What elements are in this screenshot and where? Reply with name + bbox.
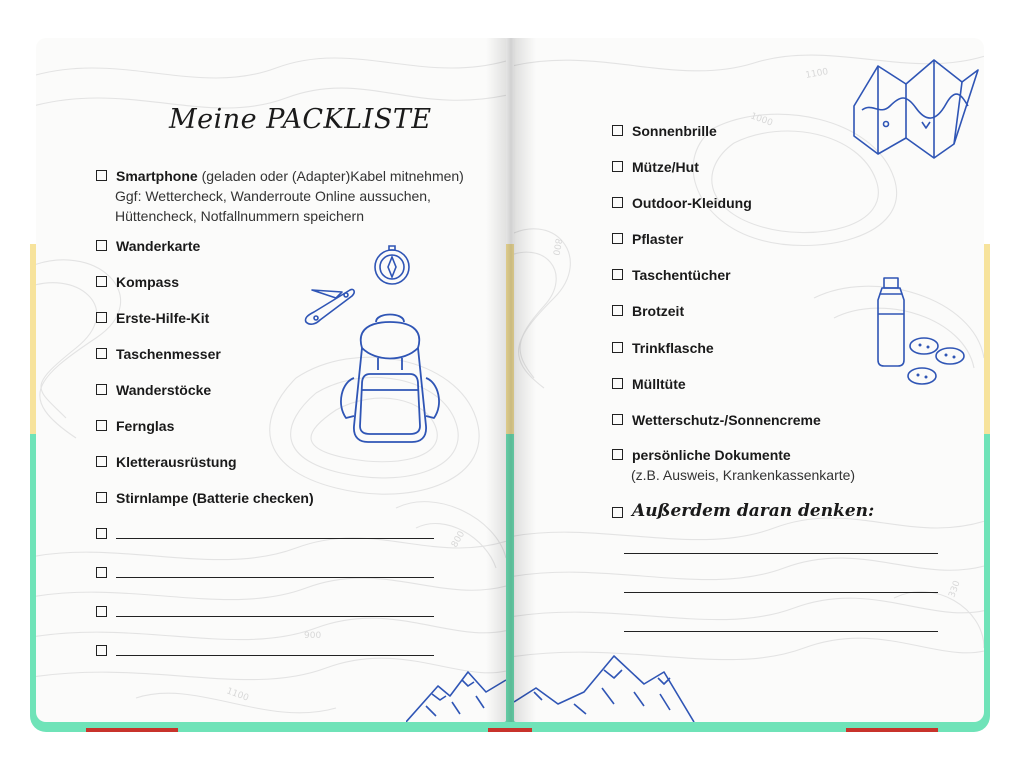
write-line[interactable] [116, 616, 434, 617]
item-label: Taschentücher [632, 267, 731, 283]
checklist-item-pflaster[interactable] [612, 229, 683, 249]
cookies-icon [906, 334, 968, 390]
checkbox[interactable] [96, 384, 107, 395]
item-label: Mütze/Hut [632, 159, 699, 175]
item-label: Smartphone [116, 168, 198, 184]
checklist-item-erste-hilfe-kit[interactable] [96, 308, 209, 328]
contour-label: 1100 [224, 686, 250, 704]
left-page [36, 38, 506, 722]
item-label: Sonnenbrille [632, 123, 717, 139]
checkbox[interactable] [96, 456, 107, 467]
smartphone-note-line-2: Hüttencheck, Notfallnummern speichern [115, 208, 365, 224]
checkbox[interactable] [96, 348, 107, 359]
extra-reminder-item[interactable] [612, 503, 632, 523]
checkbox[interactable] [96, 645, 107, 656]
item-label: Stirnlampe (Batterie checken) [116, 490, 314, 506]
item-label: Trinkflasche [632, 340, 714, 356]
checkbox[interactable] [612, 233, 623, 244]
item-label: Kletterausrüstung [116, 454, 237, 470]
item-label: Fernglas [116, 418, 175, 434]
checkbox[interactable] [96, 567, 107, 578]
checklist-item-wetterschutz[interactable] [612, 410, 821, 430]
write-line[interactable] [624, 553, 938, 554]
smartphone-note-line-1: Ggf: Wettercheck, Wanderroute Online aussuchen, [115, 188, 431, 204]
checklist-item-stirnlampe[interactable] [96, 488, 314, 508]
backpack-icon [332, 308, 448, 448]
documents-note: (z.B. Ausweis, Krankenkassenkarte) [631, 467, 856, 483]
checkbox[interactable] [96, 606, 107, 617]
checklist-item-taschentuecher[interactable] [612, 265, 731, 285]
checkbox[interactable] [96, 420, 107, 431]
item-label: Wetterschutz-/Sonnencreme [632, 412, 821, 428]
write-line[interactable] [116, 655, 434, 656]
water-bottle-icon [872, 274, 910, 368]
checklist-item-kletterausruestung[interactable] [96, 452, 237, 472]
mountains-illustration [406, 666, 506, 722]
extra-reminder-heading: Außerdem daran denken: [632, 501, 875, 521]
blank-checklist-item[interactable] [96, 563, 116, 583]
item-label: Pflaster [632, 231, 684, 247]
checkbox[interactable] [612, 342, 623, 353]
blank-checklist-item[interactable] [96, 641, 116, 661]
write-line[interactable] [624, 592, 938, 593]
item-label: Erste-Hilfe-Kit [116, 310, 210, 326]
item-label: Wanderstöcke [116, 382, 212, 398]
book [30, 34, 990, 732]
checklist-item-outdoor-kleidung[interactable] [612, 193, 752, 213]
folded-map-icon [850, 56, 982, 160]
checklist-item-kompass[interactable] [96, 272, 179, 292]
bookmark-ribbon [488, 728, 532, 732]
right-page [514, 38, 984, 722]
page-title: Meine PACKLISTE [169, 104, 432, 135]
contour-label: 330 [947, 579, 963, 600]
checkbox[interactable] [612, 269, 623, 280]
item-note: (geladen oder (Adapter)Kabel mitnehmen) [197, 168, 464, 184]
mountains-illustration [514, 648, 734, 722]
item-label: Taschenmesser [116, 346, 221, 362]
checkbox[interactable] [96, 170, 107, 181]
checkbox[interactable] [96, 528, 107, 539]
checklist-item-wanderkarte[interactable] [96, 236, 200, 256]
checkbox[interactable] [96, 492, 107, 503]
contour-label: 1000 [748, 111, 774, 129]
checkbox[interactable] [612, 449, 623, 460]
write-line[interactable] [116, 577, 434, 578]
item-label: Mülltüte [632, 376, 686, 392]
checklist-item-fernglas[interactable] [96, 416, 174, 436]
checkbox[interactable] [96, 312, 107, 323]
item-label: Outdoor-Kleidung [632, 195, 752, 211]
checkbox[interactable] [612, 507, 623, 518]
bookmark-ribbon [86, 728, 178, 732]
checkbox[interactable] [612, 305, 623, 316]
blank-checklist-item[interactable] [96, 524, 116, 544]
checkbox[interactable] [612, 378, 623, 389]
checklist-item-brotzeit[interactable] [612, 301, 684, 321]
checkbox[interactable] [612, 414, 623, 425]
checklist-item-smartphone[interactable] [96, 166, 464, 186]
checkbox[interactable] [612, 197, 623, 208]
contour-label: 800 [550, 237, 563, 257]
blank-checklist-item[interactable] [96, 602, 116, 622]
checklist-item-muetze-hut[interactable] [612, 157, 699, 177]
checklist-item-sonnenbrille[interactable] [612, 121, 717, 141]
contour-label: 1100 [804, 67, 830, 81]
write-line[interactable] [116, 538, 434, 539]
checklist-item-muelltuete[interactable] [612, 374, 686, 394]
contour-label: 800 [449, 529, 468, 550]
checklist-item-wanderstoecke[interactable] [96, 380, 211, 400]
checklist-item-trinkflasche[interactable] [612, 338, 714, 358]
checkbox[interactable] [612, 161, 623, 172]
contour-label: 900 [304, 631, 322, 641]
bookmark-ribbon [846, 728, 938, 732]
checklist-item-dokumente[interactable] [612, 445, 791, 465]
write-line[interactable] [624, 631, 938, 632]
item-label: Kompass [116, 274, 180, 290]
compass-icon [370, 240, 414, 288]
checkbox[interactable] [612, 125, 623, 136]
checkbox[interactable] [96, 240, 107, 251]
item-label: persönliche Dokumente [632, 447, 791, 463]
checkbox[interactable] [96, 276, 107, 287]
checklist-item-taschenmesser[interactable] [96, 344, 221, 364]
item-label: Brotzeit [632, 303, 685, 319]
item-label: Wanderkarte [116, 238, 201, 254]
